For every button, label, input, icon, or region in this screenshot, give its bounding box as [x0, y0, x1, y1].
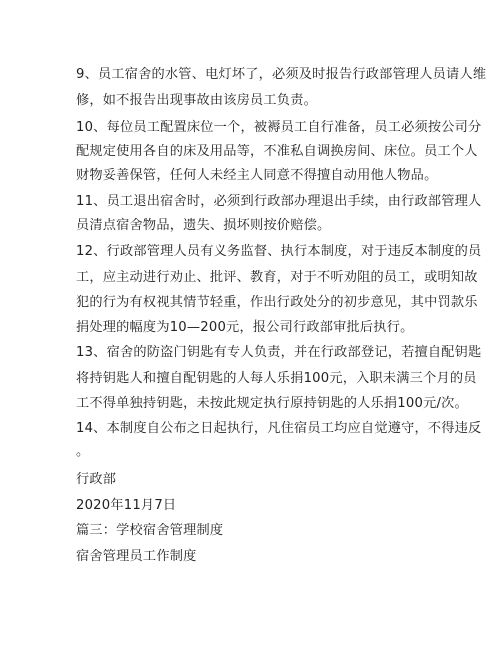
text-line: 捐处理的幅度为10—200元，报公司行政部审批后执行。: [76, 320, 414, 335]
text-line: 10、每位员工配置床位一个，被褥员工自行准备，员工必须按公司分: [76, 120, 482, 135]
text-line: 13、宿舍的防盗门钥匙有专人负责，并在行政部登记，若擅自配钥匙: [76, 345, 482, 360]
signature-date: 2020年11月7日: [76, 498, 177, 513]
text-line: 修，如不报告出现事故由该房员工负责。: [76, 93, 317, 108]
signature-department: 行政部: [76, 472, 117, 487]
text-line: 员清点宿舍物品，遗失、损坏则按价赔偿。: [76, 218, 331, 233]
text-line: 工不得单独持钥匙，未按此规定执行原持钥匙的人乐捐100元/次。: [76, 396, 468, 411]
text-line: 配规定使用各自的床及用品等，不准私自调换房间、床位。员工个人: [76, 144, 478, 159]
text-line: 9、员工宿舍的水管、电灯坏了，必须及时报告行政部管理人员请人维: [76, 67, 487, 82]
text-line: 犯的行为有权视其情节轻重，作出行政处分的初步意见，其中罚款乐: [76, 295, 478, 310]
text-line: 11、员工退出宿舍时，必须到行政部办理退出手续，由行政部管理人: [76, 194, 482, 209]
text-line: 财物妥善保管，任何人未经主人同意不得擅自动用他人物品。: [76, 168, 438, 183]
text-line: 14、本制度自公布之日起执行，凡住宿员工均应自觉遵守，不得违反: [76, 421, 482, 436]
text-line: 将持钥匙人和擅自配钥匙的人每人乐捐100元，入职未满三个月的员: [76, 371, 477, 386]
section-subheading: 宿舍管理员工作制度: [76, 549, 197, 564]
text-line: 。: [76, 444, 90, 459]
text-line: 12、行政部管理人员有义务监督、执行本制度，对于违反本制度的员: [76, 244, 482, 259]
text-line: 工，应主动进行劝止、批评、教育，对于不听劝阻的员工，或明知故: [76, 270, 478, 285]
section-heading: 篇三：学校宿舍管理制度: [76, 523, 224, 538]
